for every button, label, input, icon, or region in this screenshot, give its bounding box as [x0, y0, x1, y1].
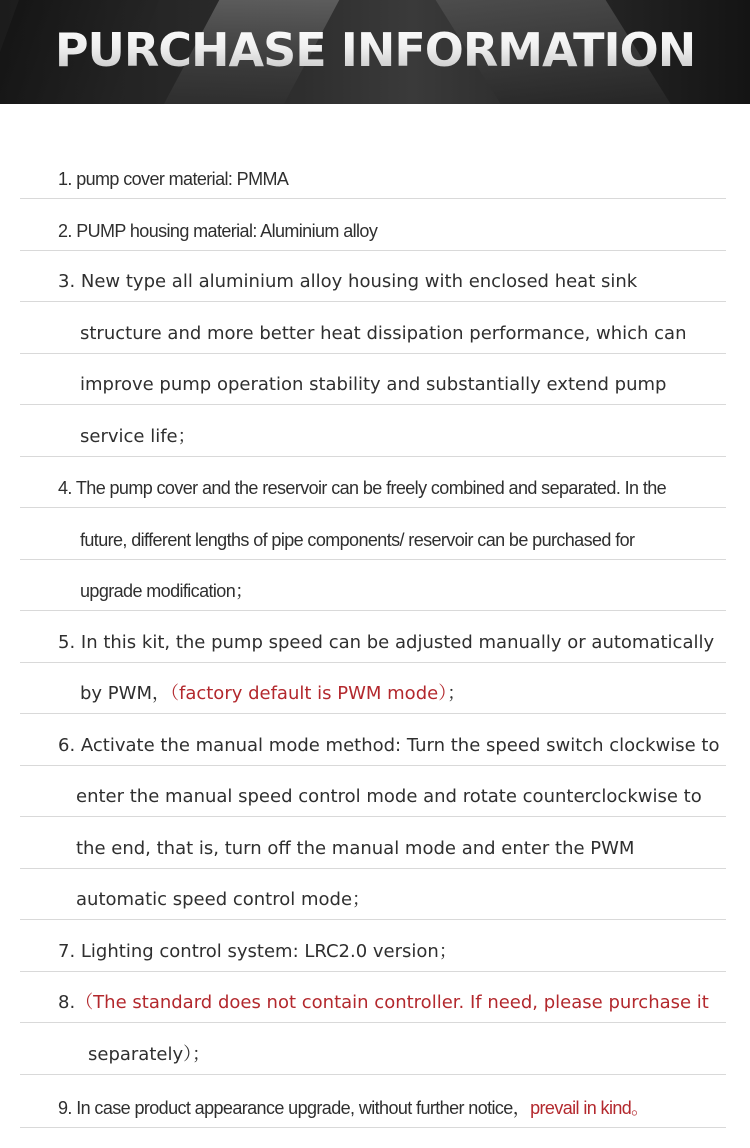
item-text: 3. New type all aluminium alloy housing with enclosed heat sink	[58, 271, 638, 292]
list-item-6-line-2	[0, 765, 750, 817]
list-item-5-line-2	[0, 662, 750, 714]
item-text-part: ；	[447, 683, 466, 704]
list-item-5-line-1	[0, 611, 750, 663]
highlight-text: separately）；	[88, 1044, 211, 1065]
list-item-6-line-4	[0, 868, 750, 920]
item-text: enter the manual speed control mode and rotate counterclockwise to	[76, 786, 702, 807]
item-text: the end, that is, turn off the manual mode and enter the PWM	[76, 838, 635, 859]
highlight-text: （factory default is PWM mode）	[169, 683, 448, 704]
divider	[20, 1127, 726, 1128]
item-text: 1. pump cover material: PMMA	[58, 169, 289, 189]
item-text: upgrade modification；	[80, 581, 253, 601]
list-item-2	[0, 199, 750, 251]
item-text: 2. PUMP housing material: Aluminium alloy	[58, 221, 378, 241]
item-text	[58, 1096, 649, 1120]
item-text	[58, 991, 709, 1015]
list-item-7	[0, 920, 750, 972]
list-item-9	[0, 1076, 750, 1128]
list-item-8-line-1	[0, 971, 750, 1023]
item-text: improve pump operation stability and substantially extend pump	[80, 374, 667, 395]
list-item-4-line-1	[0, 456, 750, 508]
list-item-3-line-4	[0, 405, 750, 457]
header-banner	[0, 0, 750, 104]
divider	[20, 1074, 726, 1075]
list-item-3-line-3	[0, 353, 750, 405]
list-item-1	[0, 147, 750, 199]
list-item-4-line-3	[0, 559, 750, 611]
highlight-text: （The standard does not contain controller. If need, please purchase it	[75, 992, 709, 1013]
item-text: 4. The pump cover and the reservoir can be freely combined and separated. In the	[58, 478, 667, 498]
item-text-part: by PWM，	[80, 683, 170, 704]
page-title: PURCHASE INFORMATION	[0, 22, 750, 78]
list-item-3-line-1	[0, 250, 750, 302]
item-text: 7. Lighting control system: LRC2.0 version；	[58, 941, 457, 962]
item-text: future, different lengths of pipe components/ reservoir can be purchased for	[80, 530, 635, 550]
item-text: structure and more better heat dissipation performance, which can	[80, 323, 687, 344]
item-text: 5. In this kit, the pump speed can be adjusted manually or automatically	[58, 632, 715, 653]
list-item-3-line-2	[0, 302, 750, 354]
item-text-part: 9. In case product appearance upgrade, without further notice，	[58, 1098, 531, 1118]
list-item-6-line-3	[0, 817, 750, 869]
list-item-8-line-2	[0, 1023, 750, 1075]
list-item-6-line-1	[0, 714, 750, 766]
item-text	[80, 682, 465, 706]
item-text: service life；	[80, 426, 196, 447]
highlight-text: prevail in kind。	[530, 1098, 649, 1118]
item-text: automatic speed control mode；	[76, 889, 371, 910]
item-number: 8.	[58, 992, 76, 1013]
item-text: 6. Activate the manual mode method: Turn the speed switch clockwise to	[58, 735, 720, 756]
list-item-4-line-2	[0, 508, 750, 560]
